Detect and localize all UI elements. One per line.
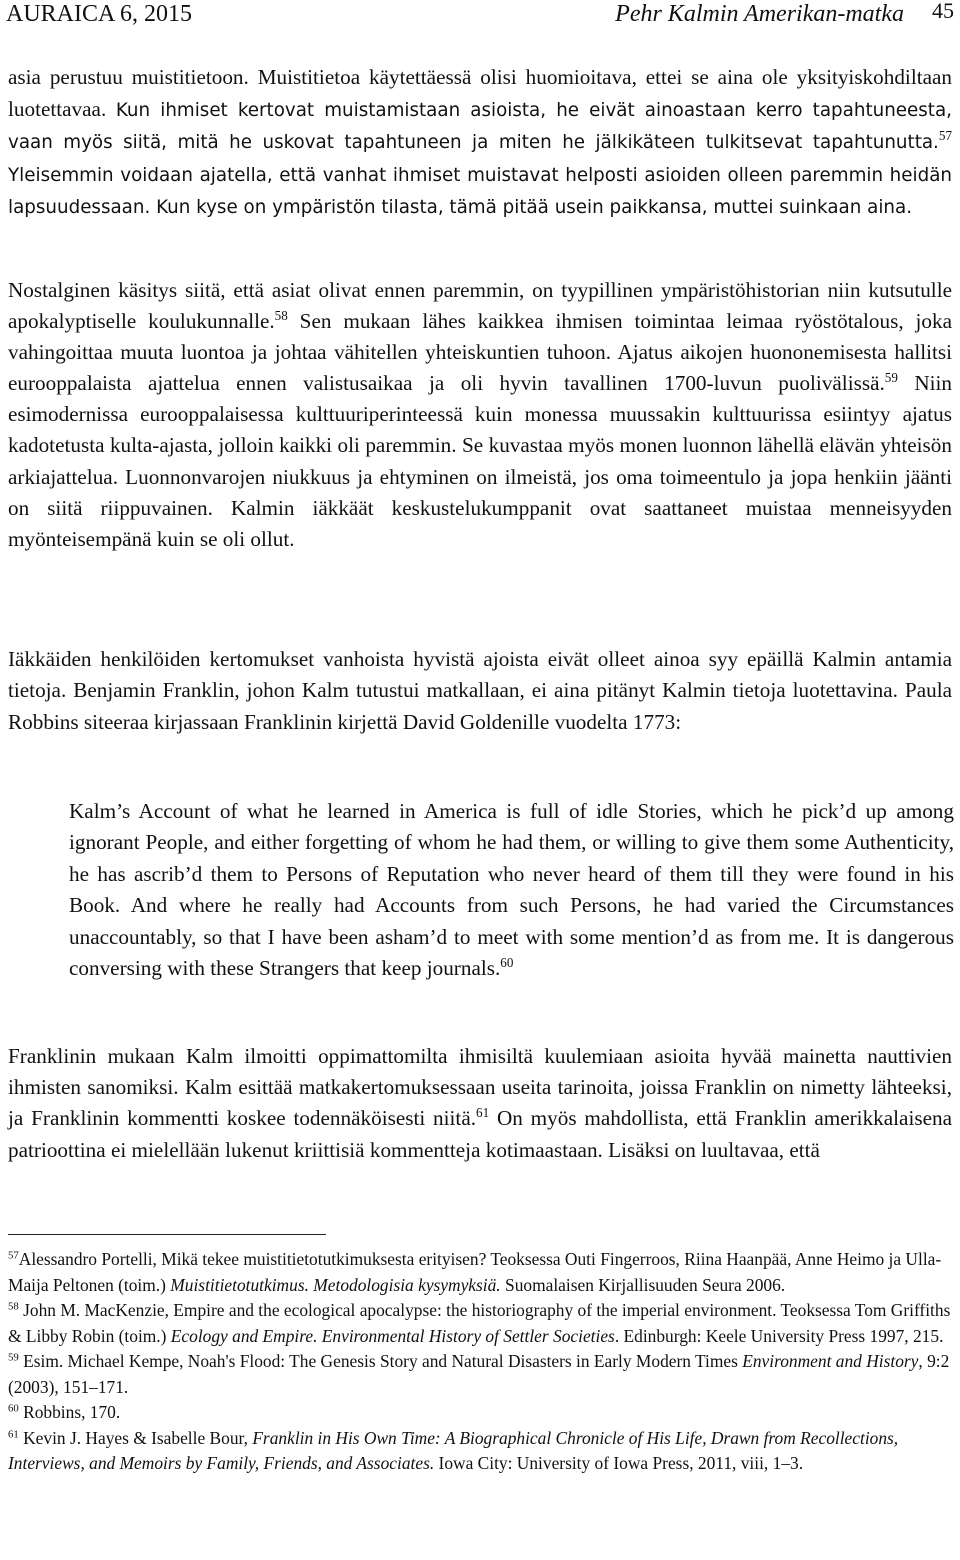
paragraph-text: Iäkkäiden henkilöiden kertomukset vanhoista hyvistä ajoista eivät olleet ainoa syy epäillä Kalmin antamia tietoja. Benjamin Franklin, johon Kalm tutustui matkallaan, ei aina pitänyt Kalmin tietoja luotettavina. Paula Robbins siteeraa kirjassaan Franklinin kirjettä David Goldenille vuodelta 1773: bbox=[8, 647, 952, 734]
running-title: Pehr Kalmin Amerikan-matka bbox=[615, 1, 904, 27]
paragraph-text: Kun kyse on ympäristön tilasta, tämä pitää usein paikkansa, muttei suinkaan aina. bbox=[150, 197, 913, 218]
paragraph-text: Kun ihmiset kertovat muistamistaan asioista, he eivät ainoastaan kerro tapahtuneesta, vaan myös siitä, mitä he uskovat tapahtuneen ja miten he jälkikäteen tulkitsevat tapahtunutta. bbox=[8, 99, 952, 153]
footnote-title: Franklin in His Own Time: A Biographical Chronicle of His Life, Drawn from Recollections, Interviews, and Memoirs by Family, Friends, and Associates. bbox=[8, 1427, 899, 1473]
footnote-text: Iowa City: University of Iowa Press, 2011, viii, 1–3. bbox=[434, 1453, 804, 1473]
paragraph-text: On myös mahdollista, että Franklin amerikkalaisena patrioottina ei mielellään lukenut kriittisiä kommentteja kotimaastaan. Lisäksi on luultavaa, että bbox=[8, 1106, 952, 1162]
footnote-60 bbox=[8, 1400, 952, 1426]
footnote-text: John M. MacKenzie, Empire and the ecological apocalypse: the historiography of the imperial environment. Teoksessa Tom Griffiths & Libby Robin (toim.) bbox=[8, 1300, 951, 1346]
paragraph-text: Yleisemmin voidaan ajatella, että vanhat ihmiset muistavat helposti asioiden olleen paremmin heidän lapsuudessaan. bbox=[8, 164, 952, 218]
footnotes bbox=[8, 1247, 952, 1477]
footnote-58 bbox=[8, 1298, 952, 1349]
footnote-number: 60 bbox=[8, 1402, 19, 1415]
body-paragraph-3 bbox=[8, 644, 952, 738]
footnote-number: 59 bbox=[8, 1351, 19, 1364]
footnote-number: 61 bbox=[8, 1428, 19, 1441]
footnote-text: , 9:2 (2003), 151–171. bbox=[8, 1351, 950, 1397]
body-paragraph-1 bbox=[8, 62, 952, 224]
paragraph-text: Nostalginen käsitys siitä, että asiat olivat ennen paremmin, on tyypillinen ympäristöhistorian niin kutsutulle apokalyptiselle koulukunnalle. bbox=[8, 278, 952, 334]
footnote-title: Muistitietotutkimus. Metodologisia kysymyksiä. bbox=[170, 1274, 501, 1295]
footnote-ref-57[interactable]: 57 bbox=[938, 128, 952, 144]
running-header bbox=[6, 0, 954, 30]
footnote-title: Ecology and Empire. Environmental History of Settler Societies bbox=[170, 1325, 615, 1346]
footnote-number: 58 bbox=[8, 1300, 19, 1313]
body-paragraph-2 bbox=[8, 275, 952, 555]
footnote-text: . Edinburgh: Keele University Press 1997, 215. bbox=[614, 1325, 944, 1346]
block-quote bbox=[69, 796, 954, 984]
footnote-59 bbox=[8, 1349, 952, 1400]
footnote-57 bbox=[8, 1247, 952, 1298]
paragraph-text: Franklinin mukaan Kalm ilmoitti oppimattomilta ihmisiltä kuulemiaan asioita hyvää mainetta nauttivien ihmisten sanomiksi. Kalm esittää matkakertomuksessaan useita tarinoita, joissa Franklin on nimetty lähteeksi, ja Franklinin kommentti koskee todennäköisesti niitä. bbox=[8, 1044, 952, 1131]
footnote-ref-61[interactable]: 61 bbox=[476, 1105, 490, 1121]
footnote-text: Suomalaisen Kirjallisuuden Seura 2006. bbox=[500, 1274, 786, 1295]
journal-title: AURAICA 6, 2015 bbox=[6, 1, 193, 27]
footnote-text: Esim. Michael Kempe, Noah's Flood: The Genesis Story and Natural Disasters in Early Modern Times bbox=[18, 1351, 743, 1371]
footnote-text: Robbins, 170. bbox=[18, 1402, 121, 1422]
page-number: 45 bbox=[932, 0, 954, 23]
footnote-text: Alessandro Portelli, Mikä tekee muistitietotutkimuksesta erityisen? Teoksessa Outi Fingerroos, Riina Haanpää, Anne Heimo ja Ulla-Maija Peltonen (toim.) bbox=[8, 1249, 942, 1295]
footnote-ref-58[interactable]: 58 bbox=[274, 308, 288, 324]
paragraph-text: Ajatus aikojen huononemisesta hallitsi eurooppalaista ajattelua ennen valistusaikaa ja oli hyvin tavallinen 1700-luvun puolivälissä. bbox=[8, 340, 952, 396]
footnote-title: Environment and History bbox=[742, 1351, 919, 1371]
footnote-divider bbox=[8, 1234, 326, 1235]
paragraph-text: Sen mukaan lähes kaikkea ihmisen toimintaa leimaa ryöstötalous, joka vahingoittaa muuta luontoa ja johtaa vähitellen yhteiskuntien tuhoon. bbox=[8, 309, 952, 365]
footnote-number: 57 bbox=[8, 1249, 19, 1262]
footnote-61 bbox=[8, 1426, 952, 1477]
footnote-ref-59[interactable]: 59 bbox=[884, 370, 898, 386]
footnote-ref-60[interactable]: 60 bbox=[500, 955, 514, 971]
paragraph-text: Niin esimodernissa eurooppalaisessa kulttuuriperinteessä kuin monessa muussakin kulttuurissa esiintyy ajatus kadotetusta kulta-ajasta, jolloin kaikki oli paremmin. Se kuvastaa myös monen luonnon lähellä elävän yhteisön arkiajattelua. Luonnonvarojen niukkuus ja ehtyminen on ilmeistä, jos oma toimeentulo ja jopa henkiin jäänti on siitä riippuvainen. Kalmin iäkkäät keskustelukumppanit ovat saattaneet muistaa menneisyyden myönteisempänä kuin se oli ollut. bbox=[8, 371, 952, 551]
quote-text: Kalm’s Account of what he learned in America is full of idle Stories, which he pick’d up among ignorant People, and either forgetting of whom he had them, or willing to give them some Authenticity, he has ascrib’d them to Persons of Reputation who never heard of them till they were found in his Book. And where he really had Accounts from such Persons, he had varied the Circumstances unaccountably, so that I have been asham’d to meet with some mention’d as from me. It is dangerous conversing with these Strangers that keep journals. bbox=[69, 799, 954, 981]
footnote-text: Kevin J. Hayes & Isabelle Bour, bbox=[18, 1427, 253, 1448]
body-paragraph-4 bbox=[8, 1041, 952, 1166]
paragraph-text: asia perustuu muistitietoon. Muistitietoa käytettäessä olisi huomioitava, ettei se aina ole yksityiskohdiltaan luotettavaa. bbox=[8, 65, 952, 121]
